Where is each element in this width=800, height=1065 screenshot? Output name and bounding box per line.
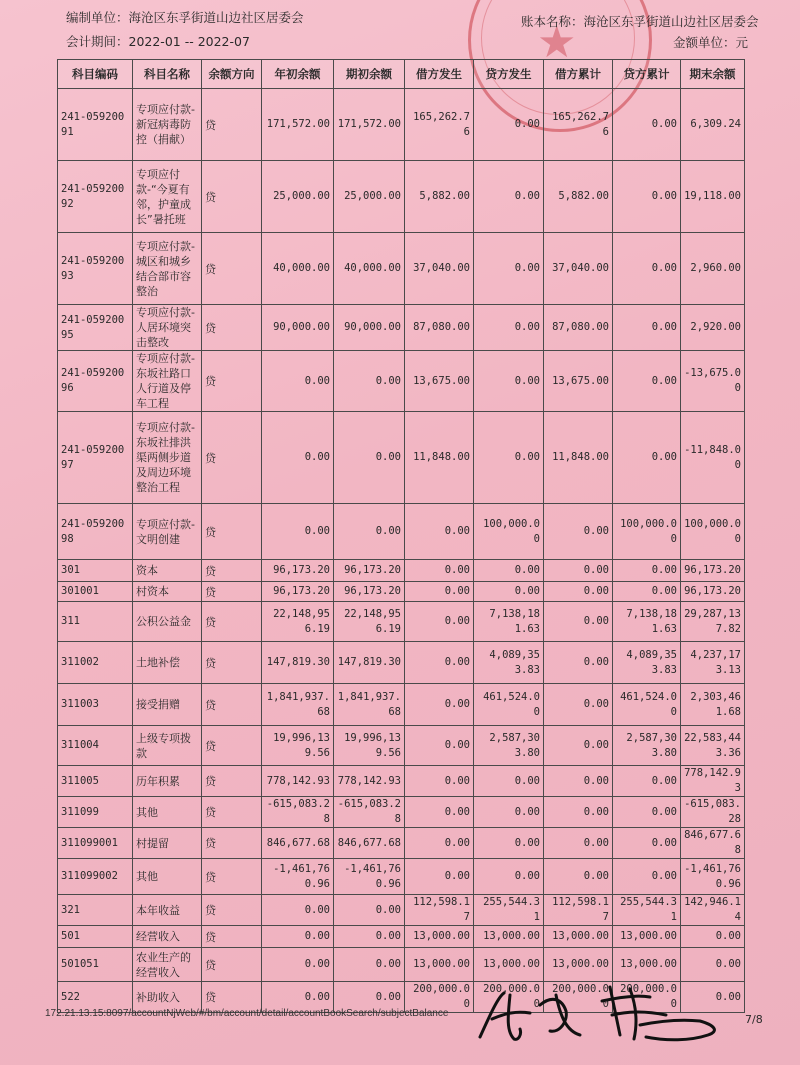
table-cell-credit: 0.00 bbox=[474, 859, 544, 895]
table-cell-end: -615,083.28 bbox=[681, 797, 745, 828]
table-cell-open-year: 0.00 bbox=[262, 926, 334, 948]
table-cell-debit: 87,080.00 bbox=[405, 305, 474, 351]
table-cell-debit-cum: 0.00 bbox=[544, 582, 613, 602]
table-cell-debit-cum: 0.00 bbox=[544, 684, 613, 726]
table-cell-name: 专项应付款-城区和城乡结合部市容整治 bbox=[133, 233, 202, 305]
table-cell-end: 846,677.68 bbox=[681, 828, 745, 859]
table-cell-open-period: 0.00 bbox=[334, 926, 405, 948]
table-cell-debit: 5,882.00 bbox=[405, 161, 474, 233]
table-cell-debit: 0.00 bbox=[405, 602, 474, 642]
col-header-open-year: 年初余额 bbox=[262, 60, 334, 89]
table-cell-end: 778,142.93 bbox=[681, 766, 745, 797]
col-header-debit: 借方发生 bbox=[405, 60, 474, 89]
table-cell-direction: 贷 bbox=[202, 726, 262, 766]
table-cell-end: -11,848.00 bbox=[681, 412, 745, 504]
table-cell-debit: 0.00 bbox=[405, 726, 474, 766]
table-cell-name: 补助收入 bbox=[133, 982, 202, 1013]
table-cell-name: 专项应付款-东坂社排洪渠两侧步道及周边环境整治工程 bbox=[133, 412, 202, 504]
table-cell-debit-cum: 200,000.00 bbox=[544, 982, 613, 1013]
table-cell-credit-cum: 0.00 bbox=[613, 412, 681, 504]
table-row bbox=[58, 412, 745, 504]
table-cell-name: 专项应付款-东坂社路口人行道及停车工程 bbox=[133, 351, 202, 412]
table-cell-open-period: 171,572.00 bbox=[334, 89, 405, 161]
table-cell-direction: 贷 bbox=[202, 161, 262, 233]
table-cell-credit: 461,524.00 bbox=[474, 684, 544, 726]
table-cell-open-period: 96,173.20 bbox=[334, 560, 405, 582]
table-cell-debit-cum: 13,000.00 bbox=[544, 948, 613, 982]
table-cell-credit: 0.00 bbox=[474, 89, 544, 161]
table-cell-code: 311099002 bbox=[58, 859, 133, 895]
table-cell-credit: 2,587,303.80 bbox=[474, 726, 544, 766]
handwritten-signature bbox=[470, 975, 740, 1045]
table-cell-debit-cum: 112,598.17 bbox=[544, 895, 613, 926]
table-cell-end: 2,303,461.68 bbox=[681, 684, 745, 726]
table-cell-debit-cum: 5,882.00 bbox=[544, 161, 613, 233]
table-cell-end: 2,960.00 bbox=[681, 233, 745, 305]
table-cell-name: 其他 bbox=[133, 859, 202, 895]
table-cell-debit-cum: 11,848.00 bbox=[544, 412, 613, 504]
table-cell-open-period: 1,841,937.68 bbox=[334, 684, 405, 726]
table-cell-debit: 0.00 bbox=[405, 859, 474, 895]
table-cell-credit-cum: 0.00 bbox=[613, 233, 681, 305]
table-cell-credit-cum: 0.00 bbox=[613, 560, 681, 582]
table-cell-open-period: -1,461,760.96 bbox=[334, 859, 405, 895]
table-cell-code: 501 bbox=[58, 926, 133, 948]
table-cell-credit-cum: 0.00 bbox=[613, 351, 681, 412]
table-cell-credit: 100,000.00 bbox=[474, 504, 544, 560]
table-cell-open-period: 846,677.68 bbox=[334, 828, 405, 859]
table-cell-code: 311002 bbox=[58, 642, 133, 684]
table-cell-debit-cum: 0.00 bbox=[544, 726, 613, 766]
table-cell-name: 专项应付款-人居环境突击整改 bbox=[133, 305, 202, 351]
table-cell-credit-cum: 0.00 bbox=[613, 582, 681, 602]
table-cell-name: 其他 bbox=[133, 797, 202, 828]
table-cell-code: 301001 bbox=[58, 582, 133, 602]
table-cell-credit-cum: 0.00 bbox=[613, 305, 681, 351]
table-cell-open-period: 0.00 bbox=[334, 895, 405, 926]
table-cell-name: 资本 bbox=[133, 560, 202, 582]
table-cell-name: 村提留 bbox=[133, 828, 202, 859]
table-cell-direction: 贷 bbox=[202, 233, 262, 305]
table-cell-open-period: 778,142.93 bbox=[334, 766, 405, 797]
table-row bbox=[58, 859, 745, 895]
table-cell-debit-cum: 0.00 bbox=[544, 797, 613, 828]
table-cell-direction: 贷 bbox=[202, 828, 262, 859]
table-cell-direction: 贷 bbox=[202, 895, 262, 926]
table-cell-open-year: 19,996,139.56 bbox=[262, 726, 334, 766]
table-cell-open-year: 40,000.00 bbox=[262, 233, 334, 305]
table-cell-debit: 0.00 bbox=[405, 828, 474, 859]
table-cell-credit-cum: 255,544.31 bbox=[613, 895, 681, 926]
table-cell-name: 历年积累 bbox=[133, 766, 202, 797]
table-cell-code: 311004 bbox=[58, 726, 133, 766]
table-cell-code: 501051 bbox=[58, 948, 133, 982]
table-cell-end: 96,173.20 bbox=[681, 582, 745, 602]
table-cell-debit-cum: 165,262.76 bbox=[544, 89, 613, 161]
table-cell-open-year: 0.00 bbox=[262, 351, 334, 412]
table-row bbox=[58, 504, 745, 560]
table-cell-end: 0.00 bbox=[681, 982, 745, 1013]
table-cell-debit: 13,675.00 bbox=[405, 351, 474, 412]
col-header-direction: 余额方向 bbox=[202, 60, 262, 89]
table-cell-open-period: 40,000.00 bbox=[334, 233, 405, 305]
table-cell-name: 上级专项拨款 bbox=[133, 726, 202, 766]
table-cell-credit: 4,089,353.83 bbox=[474, 642, 544, 684]
table-cell-debit: 0.00 bbox=[405, 504, 474, 560]
table-cell-end: 100,000.00 bbox=[681, 504, 745, 560]
table-cell-open-year: 0.00 bbox=[262, 948, 334, 982]
table-cell-credit-cum: 0.00 bbox=[613, 89, 681, 161]
table-row bbox=[58, 895, 745, 926]
table-cell-open-year: 90,000.00 bbox=[262, 305, 334, 351]
table-cell-debit: 200,000.00 bbox=[405, 982, 474, 1013]
table-cell-end: 0.00 bbox=[681, 948, 745, 982]
table-cell-debit-cum: 87,080.00 bbox=[544, 305, 613, 351]
table-cell-code: 311005 bbox=[58, 766, 133, 797]
col-header-name: 科目名称 bbox=[133, 60, 202, 89]
table-row bbox=[58, 926, 745, 948]
table-cell-direction: 贷 bbox=[202, 797, 262, 828]
table-cell-direction: 贷 bbox=[202, 982, 262, 1013]
table-cell-credit: 0.00 bbox=[474, 560, 544, 582]
col-header-code: 科目编码 bbox=[58, 60, 133, 89]
table-row bbox=[58, 582, 745, 602]
seal-star-icon: ★ bbox=[537, 17, 577, 68]
table-cell-debit: 0.00 bbox=[405, 797, 474, 828]
table-cell-code: 241-05920097 bbox=[58, 412, 133, 504]
footer-url: 172.21.13.15:8097/accountNjWeb/#/bm/account/detail/accountBookSearch/subjectBalance bbox=[45, 1008, 449, 1019]
table-cell-end: 4,237,173.13 bbox=[681, 642, 745, 684]
table-cell-open-period: 0.00 bbox=[334, 412, 405, 504]
table-cell-open-year: 0.00 bbox=[262, 895, 334, 926]
table-cell-open-period: 90,000.00 bbox=[334, 305, 405, 351]
table-cell-debit-cum: 13,000.00 bbox=[544, 926, 613, 948]
table-cell-credit: 255,544.31 bbox=[474, 895, 544, 926]
table-cell-open-year: 0.00 bbox=[262, 504, 334, 560]
col-header-open-period: 期初余额 bbox=[334, 60, 405, 89]
table-cell-debit: 11,848.00 bbox=[405, 412, 474, 504]
table-cell-code: 311003 bbox=[58, 684, 133, 726]
table-row bbox=[58, 726, 745, 766]
table-cell-credit-cum: 0.00 bbox=[613, 797, 681, 828]
table-cell-code: 311099 bbox=[58, 797, 133, 828]
table-row bbox=[58, 560, 745, 582]
col-header-credit: 贷方发生 bbox=[474, 60, 544, 89]
table-cell-open-period: 96,173.20 bbox=[334, 582, 405, 602]
table-cell-name: 村资本 bbox=[133, 582, 202, 602]
table-cell-credit-cum: 461,524.00 bbox=[613, 684, 681, 726]
table-cell-code: 311 bbox=[58, 602, 133, 642]
table-cell-debit-cum: 13,675.00 bbox=[544, 351, 613, 412]
table-cell-code: 241-05920095 bbox=[58, 305, 133, 351]
table-cell-open-year: 25,000.00 bbox=[262, 161, 334, 233]
table-cell-direction: 贷 bbox=[202, 582, 262, 602]
table-cell-code: 522 bbox=[58, 982, 133, 1013]
table-row bbox=[58, 161, 745, 233]
table-cell-debit-cum: 0.00 bbox=[544, 766, 613, 797]
table-cell-credit-cum: 0.00 bbox=[613, 859, 681, 895]
table-cell-open-year: 147,819.30 bbox=[262, 642, 334, 684]
table-cell-credit: 200,000.00 bbox=[474, 982, 544, 1013]
book-label: 账本名称：海沧区东孚街道山边社区居委会 bbox=[521, 14, 759, 29]
table-cell-end: 6,309.24 bbox=[681, 89, 745, 161]
table-cell-credit: 0.00 bbox=[474, 797, 544, 828]
table-cell-direction: 贷 bbox=[202, 305, 262, 351]
table-cell-open-year: 96,173.20 bbox=[262, 560, 334, 582]
table-cell-credit-cum: 100,000.00 bbox=[613, 504, 681, 560]
table-cell-end: -13,675.00 bbox=[681, 351, 745, 412]
table-cell-open-year: -615,083.28 bbox=[262, 797, 334, 828]
table-cell-credit-cum: 200,000.00 bbox=[613, 982, 681, 1013]
table-cell-open-period: 19,996,139.56 bbox=[334, 726, 405, 766]
subject-balance-table bbox=[57, 59, 745, 1013]
table-cell-open-year: 96,173.20 bbox=[262, 582, 334, 602]
table-cell-open-year: 1,841,937.68 bbox=[262, 684, 334, 726]
table-cell-direction: 贷 bbox=[202, 766, 262, 797]
table-cell-credit-cum: 0.00 bbox=[613, 161, 681, 233]
table-cell-debit: 165,262.76 bbox=[405, 89, 474, 161]
table-cell-end: 142,946.14 bbox=[681, 895, 745, 926]
table-cell-debit: 37,040.00 bbox=[405, 233, 474, 305]
table-cell-name: 土地补偿 bbox=[133, 642, 202, 684]
table-cell-end: -1,461,760.96 bbox=[681, 859, 745, 895]
table-cell-open-year: 846,677.68 bbox=[262, 828, 334, 859]
table-cell-credit-cum: 2,587,303.80 bbox=[613, 726, 681, 766]
table-cell-end: 22,583,443.36 bbox=[681, 726, 745, 766]
table-cell-direction: 贷 bbox=[202, 560, 262, 582]
table-cell-direction: 贷 bbox=[202, 412, 262, 504]
table-cell-code: 241-05920092 bbox=[58, 161, 133, 233]
table-cell-code: 311099001 bbox=[58, 828, 133, 859]
table-cell-direction: 贷 bbox=[202, 351, 262, 412]
table-row bbox=[58, 828, 745, 859]
table-cell-direction: 贷 bbox=[202, 859, 262, 895]
table-cell-credit: 0.00 bbox=[474, 828, 544, 859]
table-cell-direction: 贷 bbox=[202, 602, 262, 642]
table-cell-credit: 13,000.00 bbox=[474, 948, 544, 982]
table-cell-open-year: 778,142.93 bbox=[262, 766, 334, 797]
table-cell-code: 241-05920093 bbox=[58, 233, 133, 305]
table-cell-credit: 7,138,181.63 bbox=[474, 602, 544, 642]
table-cell-credit: 0.00 bbox=[474, 412, 544, 504]
table-cell-debit-cum: 0.00 bbox=[544, 504, 613, 560]
table-cell-open-period: -615,083.28 bbox=[334, 797, 405, 828]
table-row bbox=[58, 602, 745, 642]
table-cell-name: 接受捐赠 bbox=[133, 684, 202, 726]
table-cell-direction: 贷 bbox=[202, 948, 262, 982]
table-row bbox=[58, 642, 745, 684]
table-cell-open-year: 171,572.00 bbox=[262, 89, 334, 161]
table-cell-credit: 0.00 bbox=[474, 233, 544, 305]
table-header-row bbox=[58, 60, 745, 89]
table-cell-direction: 贷 bbox=[202, 89, 262, 161]
table-cell-open-period: 22,148,956.19 bbox=[334, 602, 405, 642]
table-cell-name: 本年收益 bbox=[133, 895, 202, 926]
table-cell-debit: 13,000.00 bbox=[405, 948, 474, 982]
table-cell-credit-cum: 13,000.00 bbox=[613, 926, 681, 948]
table-cell-debit: 0.00 bbox=[405, 684, 474, 726]
table-row bbox=[58, 305, 745, 351]
table-cell-open-period: 147,819.30 bbox=[334, 642, 405, 684]
table-cell-debit: 13,000.00 bbox=[405, 926, 474, 948]
col-header-end: 期末余额 bbox=[681, 60, 745, 89]
table-cell-debit: 0.00 bbox=[405, 582, 474, 602]
table-cell-credit-cum: 7,138,181.63 bbox=[613, 602, 681, 642]
table-cell-name: 专项应付款-“今夏有邻，护童成长”暑托班 bbox=[133, 161, 202, 233]
period-label: 会计期间：2022-01 -- 2022-07 bbox=[66, 34, 250, 49]
table-cell-open-period: 0.00 bbox=[334, 504, 405, 560]
table-cell-direction: 贷 bbox=[202, 504, 262, 560]
table-cell-open-year: 0.00 bbox=[262, 412, 334, 504]
table-cell-credit: 0.00 bbox=[474, 766, 544, 797]
table-cell-debit: 112,598.17 bbox=[405, 895, 474, 926]
table-cell-name: 农业生产的经营收入 bbox=[133, 948, 202, 982]
table-cell-credit-cum: 0.00 bbox=[613, 828, 681, 859]
table-cell-debit: 0.00 bbox=[405, 560, 474, 582]
table-cell-open-year: 22,148,956.19 bbox=[262, 602, 334, 642]
table-cell-open-year: -1,461,760.96 bbox=[262, 859, 334, 895]
page-number: 7/8 bbox=[745, 1013, 763, 1026]
table-cell-debit-cum: 37,040.00 bbox=[544, 233, 613, 305]
unit-label: 金额单位：元 bbox=[673, 35, 749, 50]
col-header-credit-cum: 贷方累计 bbox=[613, 60, 681, 89]
table-cell-end: 29,287,137.82 bbox=[681, 602, 745, 642]
table-cell-name: 专项应付款-文明创建 bbox=[133, 504, 202, 560]
table-cell-debit-cum: 0.00 bbox=[544, 859, 613, 895]
table-cell-code: 301 bbox=[58, 560, 133, 582]
table-cell-debit-cum: 0.00 bbox=[544, 560, 613, 582]
table-cell-credit-cum: 13,000.00 bbox=[613, 948, 681, 982]
table-cell-end: 0.00 bbox=[681, 926, 745, 948]
table-cell-code: 241-05920098 bbox=[58, 504, 133, 560]
table-cell-credit: 0.00 bbox=[474, 582, 544, 602]
table-cell-direction: 贷 bbox=[202, 926, 262, 948]
table-cell-open-period: 0.00 bbox=[334, 351, 405, 412]
org-label: 编制单位：海沧区东孚街道山边社区居委会 bbox=[66, 10, 304, 25]
table-cell-credit: 0.00 bbox=[474, 305, 544, 351]
table-row bbox=[58, 351, 745, 412]
table-cell-name: 专项应付款-新冠病毒防控（捐献） bbox=[133, 89, 202, 161]
table-row bbox=[58, 766, 745, 797]
table-cell-credit-cum: 4,089,353.83 bbox=[613, 642, 681, 684]
table-cell-debit-cum: 0.00 bbox=[544, 602, 613, 642]
table-cell-open-year: 0.00 bbox=[262, 982, 334, 1013]
table-cell-debit-cum: 0.00 bbox=[544, 828, 613, 859]
table-cell-open-period: 0.00 bbox=[334, 982, 405, 1013]
table-cell-name: 公积公益金 bbox=[133, 602, 202, 642]
table-row bbox=[58, 233, 745, 305]
table-cell-end: 96,173.20 bbox=[681, 560, 745, 582]
table-cell-name: 经营收入 bbox=[133, 926, 202, 948]
table-row bbox=[58, 797, 745, 828]
table-cell-credit: 0.00 bbox=[474, 351, 544, 412]
table-cell-direction: 贷 bbox=[202, 684, 262, 726]
table-cell-end: 19,118.00 bbox=[681, 161, 745, 233]
table-cell-open-period: 25,000.00 bbox=[334, 161, 405, 233]
table-cell-credit: 13,000.00 bbox=[474, 926, 544, 948]
table-cell-debit: 0.00 bbox=[405, 642, 474, 684]
table-cell-debit: 0.00 bbox=[405, 766, 474, 797]
table-row bbox=[58, 684, 745, 726]
table-cell-code: 241-05920096 bbox=[58, 351, 133, 412]
table-cell-open-period: 0.00 bbox=[334, 948, 405, 982]
table-cell-end: 2,920.00 bbox=[681, 305, 745, 351]
col-header-debit-cum: 借方累计 bbox=[544, 60, 613, 89]
table-cell-credit: 0.00 bbox=[474, 161, 544, 233]
table-row bbox=[58, 89, 745, 161]
table-cell-direction: 贷 bbox=[202, 642, 262, 684]
table-cell-code: 321 bbox=[58, 895, 133, 926]
table-cell-credit-cum: 0.00 bbox=[613, 766, 681, 797]
table-cell-debit-cum: 0.00 bbox=[544, 642, 613, 684]
table-cell-code: 241-05920091 bbox=[58, 89, 133, 161]
